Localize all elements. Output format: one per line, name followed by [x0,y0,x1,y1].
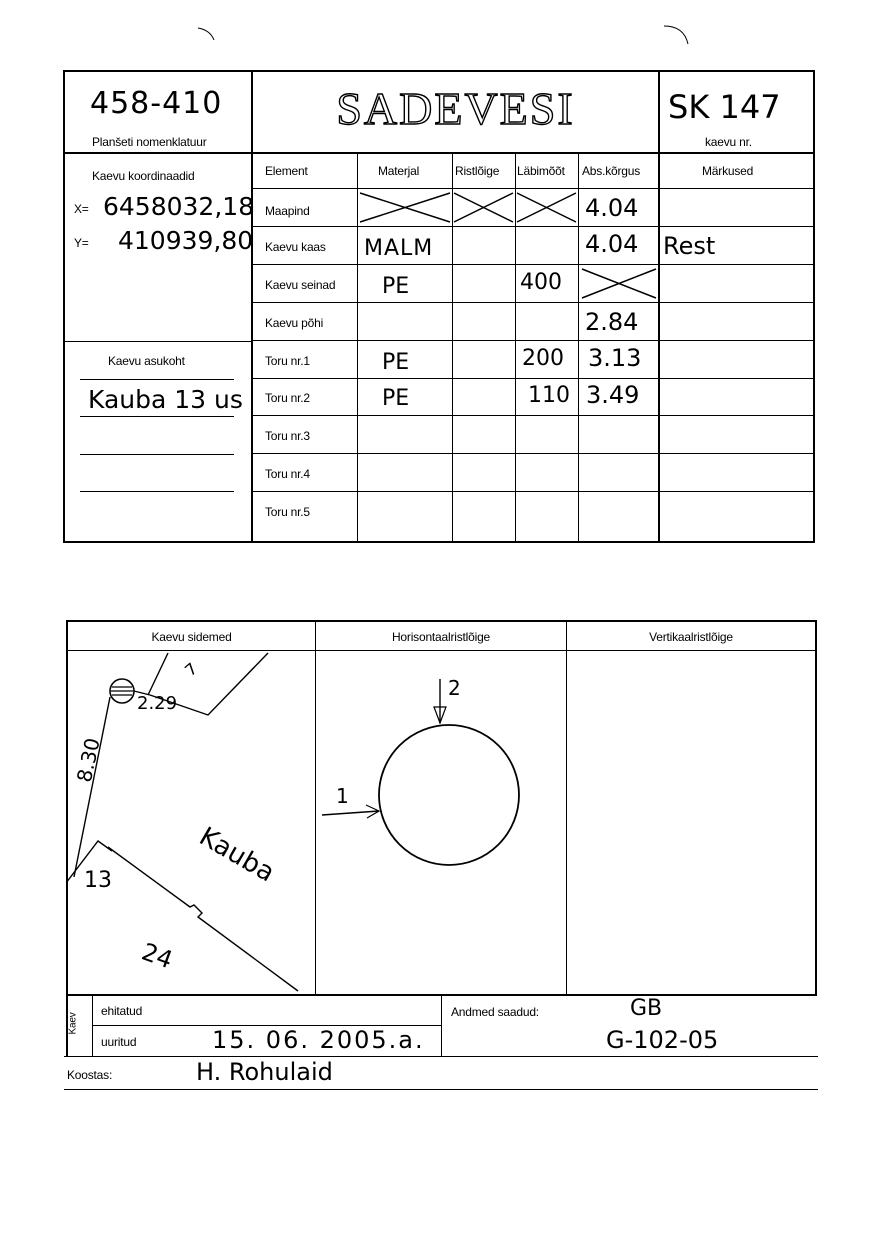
compiled-by: H. Rohulaid [196,1058,333,1086]
horizontal-section-drawing [316,651,566,994]
pipe1-material: PE [382,350,410,375]
house-number-c: 24 [138,937,177,975]
lid-material: MALM [364,236,434,261]
row-element: Toru nr.1 [265,354,310,368]
row-element: Toru nr.4 [265,467,310,481]
pipe2-diameter: 110 [528,383,570,408]
scan-marks [0,0,874,70]
col-notes: Märkused [702,164,754,178]
built-label: ehitatud [101,1004,143,1018]
lid-notes: Rest [663,232,716,260]
tie-distance-1: 2.29 [137,693,178,714]
row-element: Kaevu kaas [265,240,326,254]
pipe1-diameter: 200 [522,346,564,371]
row-element: Toru nr.3 [265,429,310,443]
pipe-2-label: 2 [448,676,461,700]
data-received-1: GB [630,996,663,1021]
col-diameter: Läbimõõt [517,164,565,178]
tie-distance-2: 8.30 [71,735,105,785]
walls-diameter: 400 [520,270,562,295]
house-number-b: 13 [84,868,112,893]
row-element: Kaevu seinad [265,278,336,292]
lid-elevation: 4.04 [585,230,639,258]
ties-sketch [68,651,315,994]
side-label: Kaev [67,1012,79,1035]
data-received-label: Andmed saadud: [451,1005,539,1019]
x-label: X= [74,202,89,216]
surveyed-label: uuritud [101,1035,137,1049]
surveyed-date: 15. 06. 2005.a. [212,1026,425,1054]
location-value: Kauba 13 us [88,385,243,414]
pipe2-material: PE [382,386,410,411]
sheet-number: 458-410 [90,86,223,121]
col-vertical-section: Vertikaalristlõige [649,630,733,644]
row-element: Toru nr.5 [265,505,310,519]
y-value: 410939,80 [118,226,254,255]
ground-elevation: 4.04 [585,194,639,222]
col-material: Materjal [378,164,420,178]
row-element: Toru nr.2 [265,391,310,405]
well-number-label: kaevu nr. [705,135,752,149]
y-label: Y= [74,236,89,250]
well-number: SK 147 [668,88,781,126]
col-elevation: Abs.kõrgus [582,164,641,178]
col-cross-section: Ristlõige [455,164,500,178]
bottom-elevation: 2.84 [585,308,639,336]
pipe1-elevation: 3.13 [588,344,642,372]
walls-material: PE [382,274,410,299]
pipe2-elevation: 3.49 [586,381,640,409]
row-element: Kaevu põhi [265,316,324,330]
location-label: Kaevu asukoht [108,354,185,368]
x-value: 6458032,18 [103,192,255,221]
row-element: Maapind [265,204,310,218]
street-name: Kauba [193,821,280,889]
crossed-cell-walls [579,265,659,302]
compiled-label: Koostas: [67,1068,113,1082]
col-horizontal-section: Horisontaalristlõige [391,630,491,644]
house-number-a: 7 [181,658,202,681]
coords-label: Kaevu koordinaadid [92,169,195,183]
sheet-label: Planšeti nomenklatuur [92,135,207,149]
col-element: Element [265,164,308,178]
col-ties: Kaevu sidemed [151,630,232,644]
pipe-1-label: 1 [336,784,349,808]
data-received-2: G-102-05 [606,1026,719,1054]
crossed-cells-ground [358,189,578,226]
card-title: SADEVESI [336,83,575,134]
